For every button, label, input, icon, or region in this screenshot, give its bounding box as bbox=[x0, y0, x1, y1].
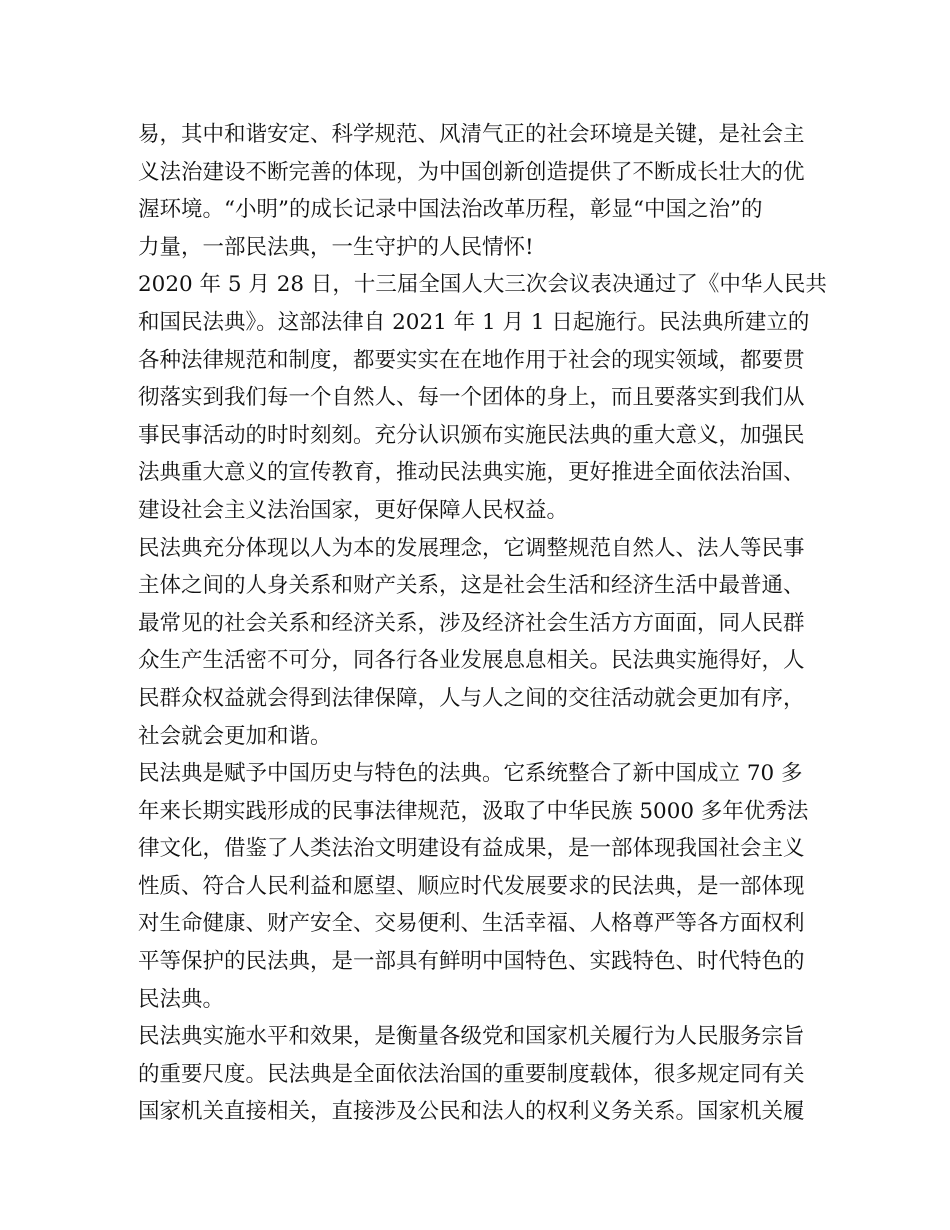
text-line: 民法典是赋予中国历史与特色的法典。它系统整合了新中国成立 70 多 bbox=[138, 761, 803, 787]
text-line: 各种法律规范和制度，都要实实在在地作用于社会的现实领域，都要贯 bbox=[138, 347, 805, 373]
text-line: 的重要尺度。民法典是全面依法治国的重要制度载体，很多规定同有关 bbox=[138, 1061, 805, 1087]
text-line: 律文化，借鉴了人类法治文明建设有益成果，是一部体现我国社会主义 bbox=[138, 836, 805, 862]
text-line: 性质、符合人民利益和愿望、顺应时代发展要求的民法典，是一部体现 bbox=[138, 873, 805, 899]
text-line: 义法治建设不断完善的体现，为中国创新创造提供了不断成长壮大的优 bbox=[138, 159, 805, 185]
text-line: 民法典实施水平和效果，是衡量各级党和国家机关履行为人民服务宗旨 bbox=[138, 1024, 805, 1050]
text-line: 最常见的社会关系和经济关系，涉及经济社会生活方方面面，同人民群 bbox=[138, 610, 805, 636]
text-line: 彻落实到我们每一个自然人、每一个团体的身上，而且要落实到我们从 bbox=[138, 385, 805, 411]
text-line: 事民事活动的时时刻刻。充分认识颁布实施民法典的重大意义，加强民 bbox=[138, 422, 805, 448]
text-line: 法典重大意义的宣传教育，推动民法典实施，更好推进全面依法治国、 bbox=[138, 460, 805, 486]
text-line: 众生产生活密不可分，同各行各业发展息息相关。民法典实施得好，人 bbox=[138, 648, 805, 674]
text-line: 民法典。 bbox=[138, 986, 225, 1012]
text-line: 平等保护的民法典，是一部具有鲜明中国特色、实践特色、时代特色的 bbox=[138, 949, 805, 975]
text-line: 对生命健康、财产安全、交易便利、生活幸福、人格尊严等各方面权利 bbox=[138, 911, 805, 937]
text-line: 年来长期实践形成的民事法律规范，汲取了中华民族 5000 多年优秀法 bbox=[138, 798, 809, 824]
text-line: 主体之间的人身关系和财产关系，这是社会生活和经济生活中最普通、 bbox=[138, 573, 805, 599]
text-line: 建设社会主义法治国家，更好保障人民权益。 bbox=[138, 497, 569, 523]
text-line: 2020 年 5 月 28 日，十三届全国人大三次会议表决通过了《中华人民共 bbox=[138, 272, 827, 298]
text-line: 易，其中和谐安定、科学规范、风清气正的社会环境是关键，是社会主 bbox=[138, 122, 805, 147]
text-line: 力量，一部民法典，一生守护的人民情怀! bbox=[138, 234, 534, 260]
document-body bbox=[138, 116, 827, 1131]
text-line: 社会就会更加和谐。 bbox=[138, 723, 332, 749]
text-line: 民群众权益就会得到法律保障，人与人之间的交往活动就会更加有序， bbox=[138, 685, 805, 711]
text-line: 国家机关直接相关，直接涉及公民和法人的权利义务关系。国家机关履 bbox=[138, 1099, 805, 1125]
text-line: 和国民法典》。这部法律自 2021 年 1 月 1 日起施行。民法典所建立的 bbox=[138, 309, 810, 335]
text-line: 渥环境。“小明”的成长记录中国法治改革历程，彰显“中国之治”的 bbox=[138, 197, 763, 223]
text-line: 民法典充分体现以人为本的发展理念，它调整规范自然人、法人等民事 bbox=[138, 535, 805, 561]
